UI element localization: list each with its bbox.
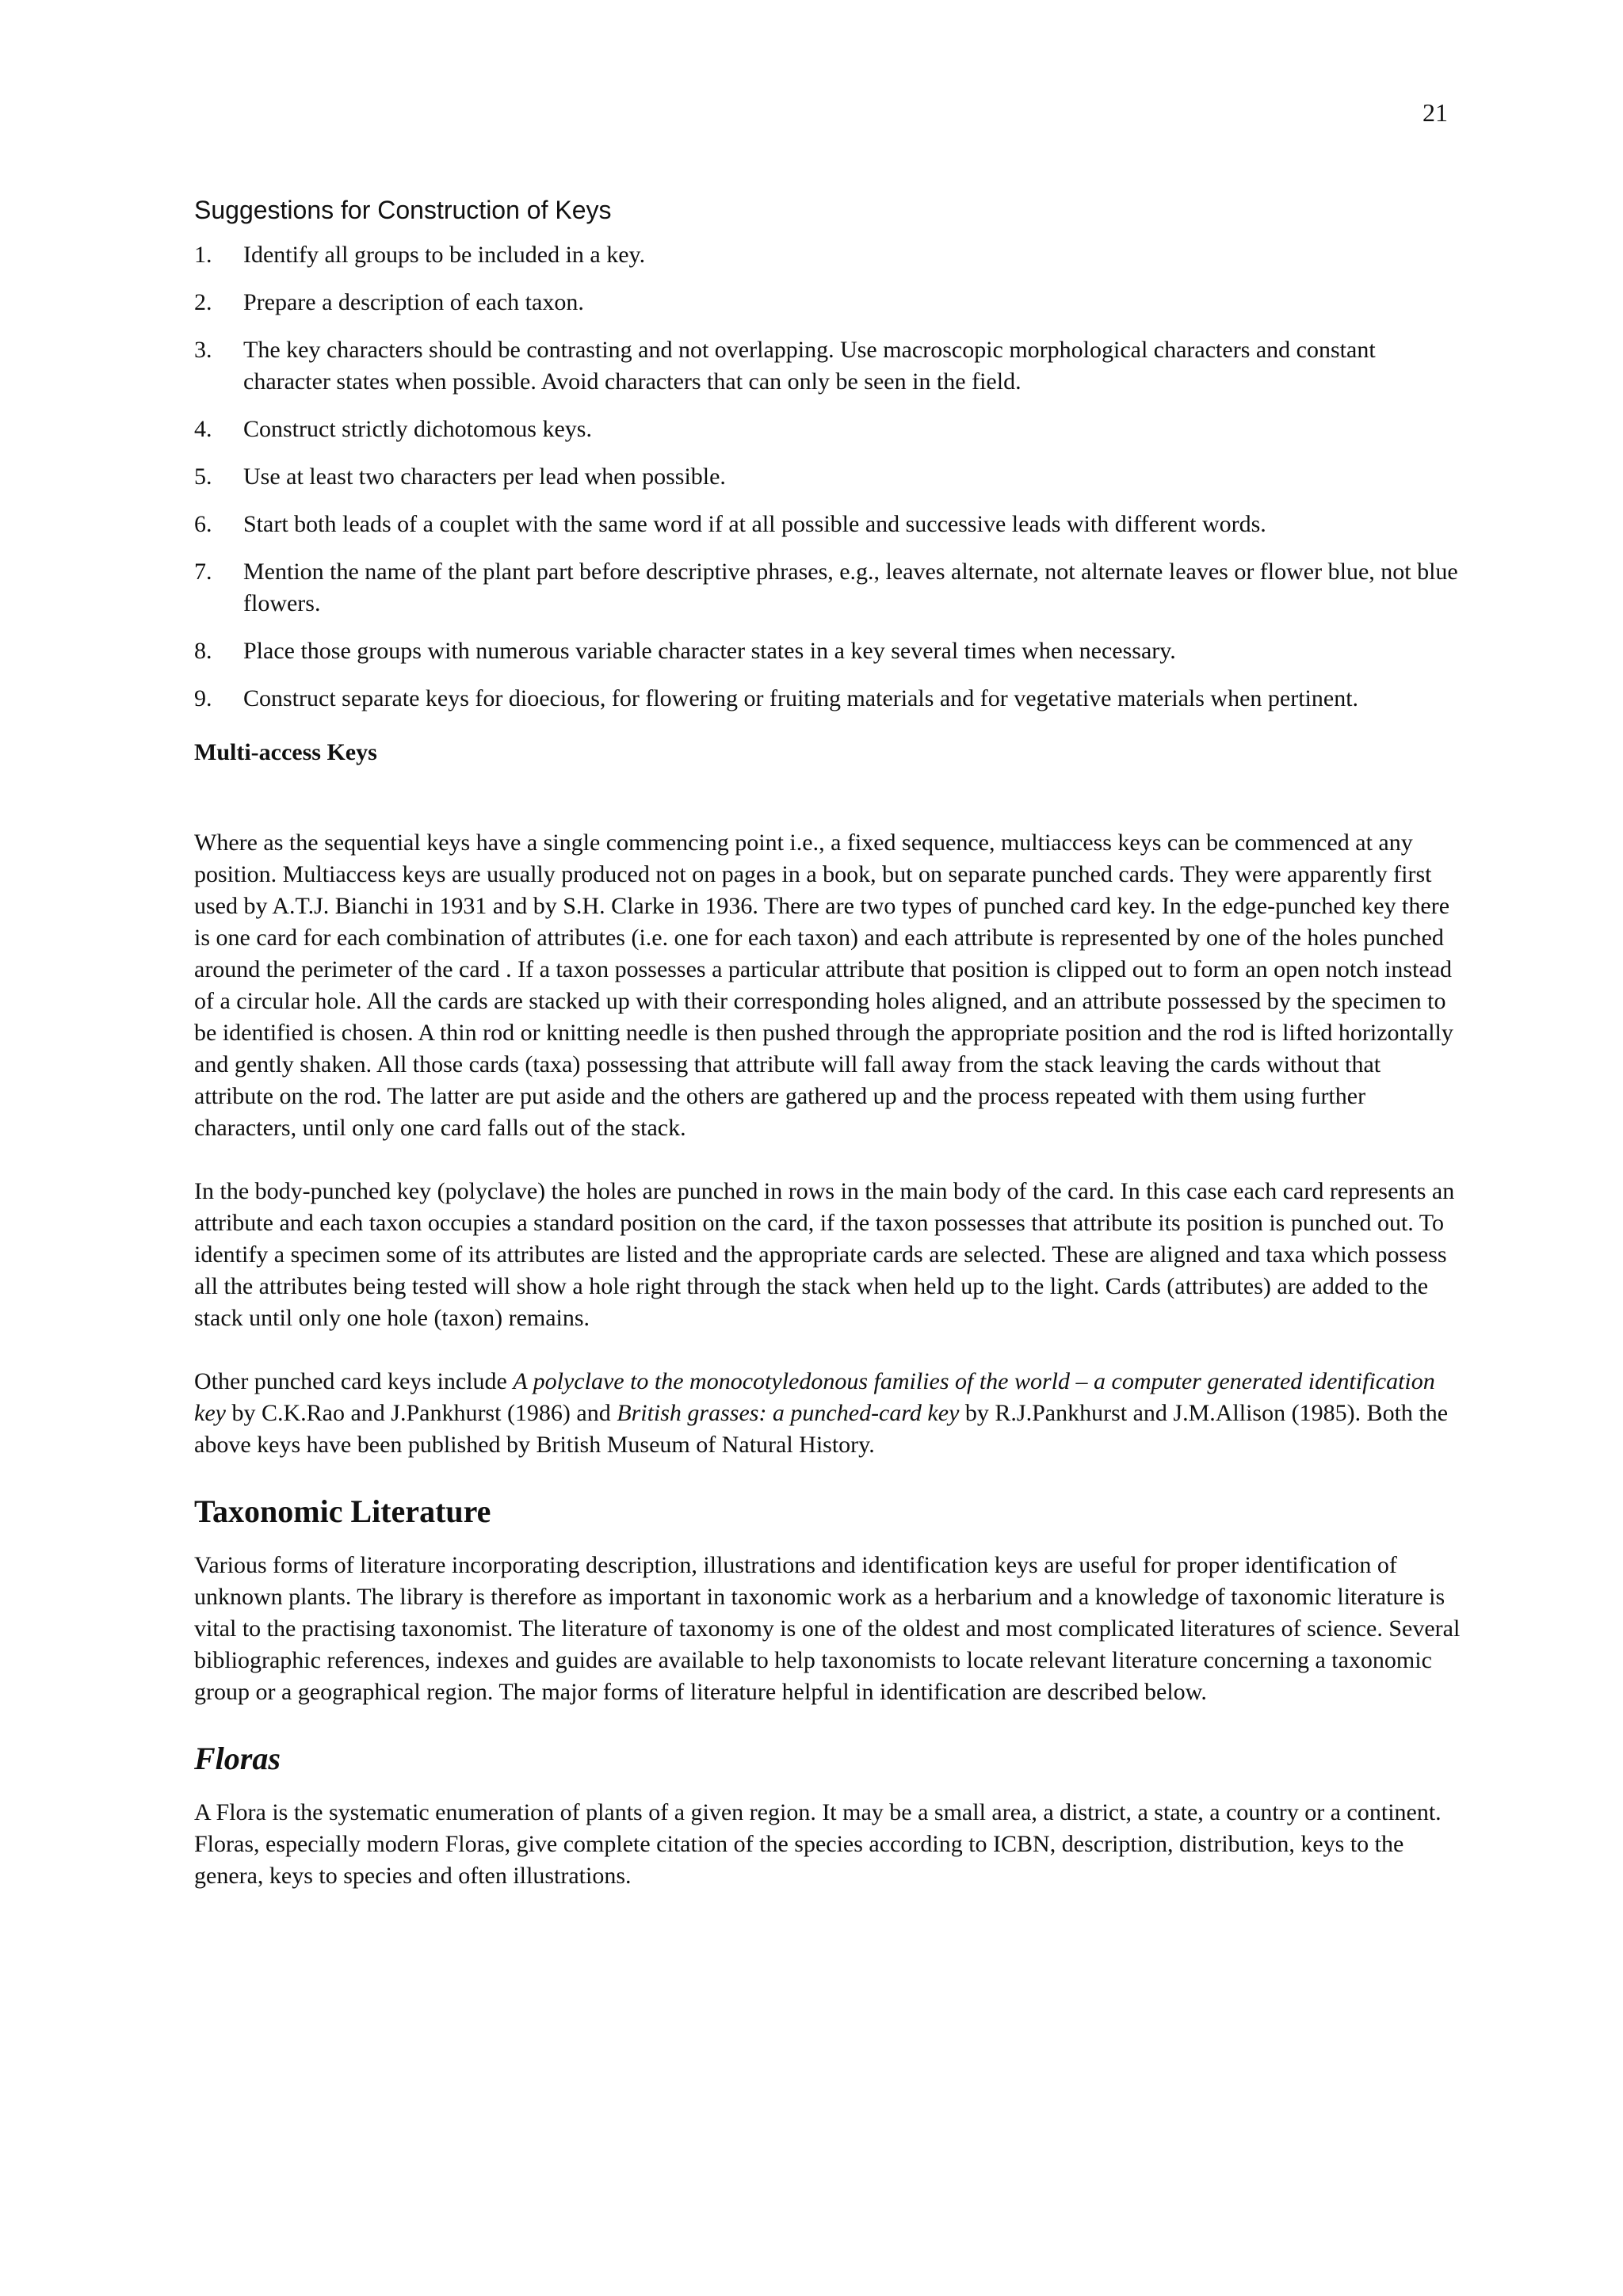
list-item-text: Use at least two characters per lead when possible. bbox=[243, 463, 726, 490]
list-item bbox=[194, 239, 1462, 271]
floras-heading: Floras bbox=[194, 1741, 281, 1776]
list-item-number: 1. bbox=[194, 242, 212, 268]
multiaccess-paragraph-2: In the body-punched key (polyclave) the holes are punched in rows in the main body of the card. In this case each card represents an attribute and each taxon occupies a standard position on the card, if the taxon possesses that attribute its position is punched out. To identify a specimen some of its attributes are listed and the appropriate cards are selected. These are aligned and taxa which possess all the attributes being tested will show a hole right through the stack when held up to the light. Cards (attributes) are added to the stack until only one hole (taxon) remains. bbox=[194, 1178, 1455, 1331]
list-item-number: 2. bbox=[194, 289, 212, 315]
multiaccess-paragraph-1: Where as the sequential keys have a single commencing point i.e., a fixed sequence, multiaccess keys can be commenced at any position. Multiaccess keys are usually produced not on pages in a book, but on separate punched cards. They were apparently first used by A.T.J. Bianchi in 1931 and by S.H. Clarke in 1936. There are two types of punched card key. In the edge-punched key there is one card for each combination of attributes (i.e. one for each taxon) and each attribute is represented by one of the holes punched around the perimeter of the card . If a taxon possesses a particular attribute that position is clipped out to form an open notch instead of a circular hole. All the cards are stacked up with their corresponding holes aligned, and an attribute possessed by the specimen to be identified is chosen. A thin rod or knitting needle is then pushed through the appropriate position and the rod is lifted horizontally and gently shaken. All those cards (taxa) possessing that attribute will fall away from the stack leaving the cards without that attribute on the rod. The latter are put aside and the others are gathered up and the process repeated with them using further characters, until only one card falls out of the stack. bbox=[194, 830, 1453, 1141]
list-item bbox=[194, 334, 1462, 398]
list-item-number: 3. bbox=[194, 337, 212, 363]
list-item bbox=[194, 287, 1462, 318]
list-item-text: Start both leads of a couplet with the same word if at all possible and successive leads with different words. bbox=[243, 511, 1266, 537]
list-item-text: Construct separate keys for dioecious, for flowering or fruiting materials and for vegetative materials when pertinent. bbox=[243, 685, 1359, 711]
list-item-text: The key characters should be contrasting and not overlapping. Use macroscopic morphological characters and constant character states when possible. Avoid characters that can only be seen in the field. bbox=[243, 337, 1376, 395]
suggestions-list bbox=[194, 239, 1462, 715]
book-title: British grasses: a punched-card key bbox=[617, 1400, 960, 1426]
list-item-number: 7. bbox=[194, 559, 212, 585]
list-item-text: Place those groups with numerous variable character states in a key several times when necessary. bbox=[243, 638, 1176, 664]
taxonomic-literature-paragraph: Various forms of literature incorporating description, illustrations and identification keys are useful for proper identification of unknown plants. The library is therefore as important in taxonomic work as a herbarium and a knowledge of taxonomic literature is vital to the practising taxonomist. The literature of taxonomy is one of the oldest and most complicated literatures of science. Several bibliographic references, indexes and guides are available to help taxonomists to locate relevant literature concerning a taxonomic group or a geographical region. The major forms of literature helpful in identification are described below. bbox=[194, 1552, 1461, 1705]
list-item-number: 4. bbox=[194, 416, 212, 442]
list-item bbox=[194, 509, 1462, 540]
paragraph-text: by R.J.Pankhurst and J.M.Allison (1985). Both the above keys have been published by British Museum of Natural History. bbox=[194, 1400, 1449, 1458]
page-content bbox=[194, 195, 1462, 1892]
list-item-text: Construct strictly dichotomous keys. bbox=[243, 416, 592, 442]
floras-paragraph: A Flora is the systematic enumeration of plants of a given region. It may be a small area, a district, a state, a country or a continent. Floras, especially modern Floras, give complete citation of the species according to ICBN, description, distribution, keys to the genera, keys to species and often illustrations. bbox=[194, 1799, 1442, 1889]
list-item-text: Prepare a description of each taxon. bbox=[243, 289, 584, 315]
list-item bbox=[194, 683, 1462, 715]
page-number: 21 bbox=[1423, 98, 1448, 127]
book-title: A polyclave to the monocotyledonous families of the world – a computer generated identification key bbox=[194, 1368, 1435, 1426]
list-item-number: 5. bbox=[194, 463, 212, 490]
list-item-text: Identify all groups to be included in a key. bbox=[243, 242, 646, 268]
multiaccess-heading: Multi-access Keys bbox=[194, 739, 377, 765]
multiaccess-paragraph-3 bbox=[194, 1366, 1462, 1461]
taxonomic-literature-heading: Taxonomic Literature bbox=[194, 1493, 491, 1529]
list-item-number: 9. bbox=[194, 685, 212, 711]
suggestions-heading: Suggestions for Construction of Keys bbox=[194, 196, 612, 224]
list-item bbox=[194, 461, 1462, 493]
list-item bbox=[194, 556, 1462, 620]
paragraph-text: Other punched card keys include bbox=[194, 1368, 514, 1394]
list-item bbox=[194, 414, 1462, 445]
paragraph-text: by C.K.Rao and J.Pankhurst (1986) and bbox=[225, 1400, 617, 1426]
list-item-text: Mention the name of the plant part before descriptive phrases, e.g., leaves alternate, not alternate leaves or flower blue, not blue flowers. bbox=[243, 559, 1458, 616]
list-item bbox=[194, 635, 1462, 667]
list-item-number: 6. bbox=[194, 511, 212, 537]
list-item-number: 8. bbox=[194, 638, 212, 664]
